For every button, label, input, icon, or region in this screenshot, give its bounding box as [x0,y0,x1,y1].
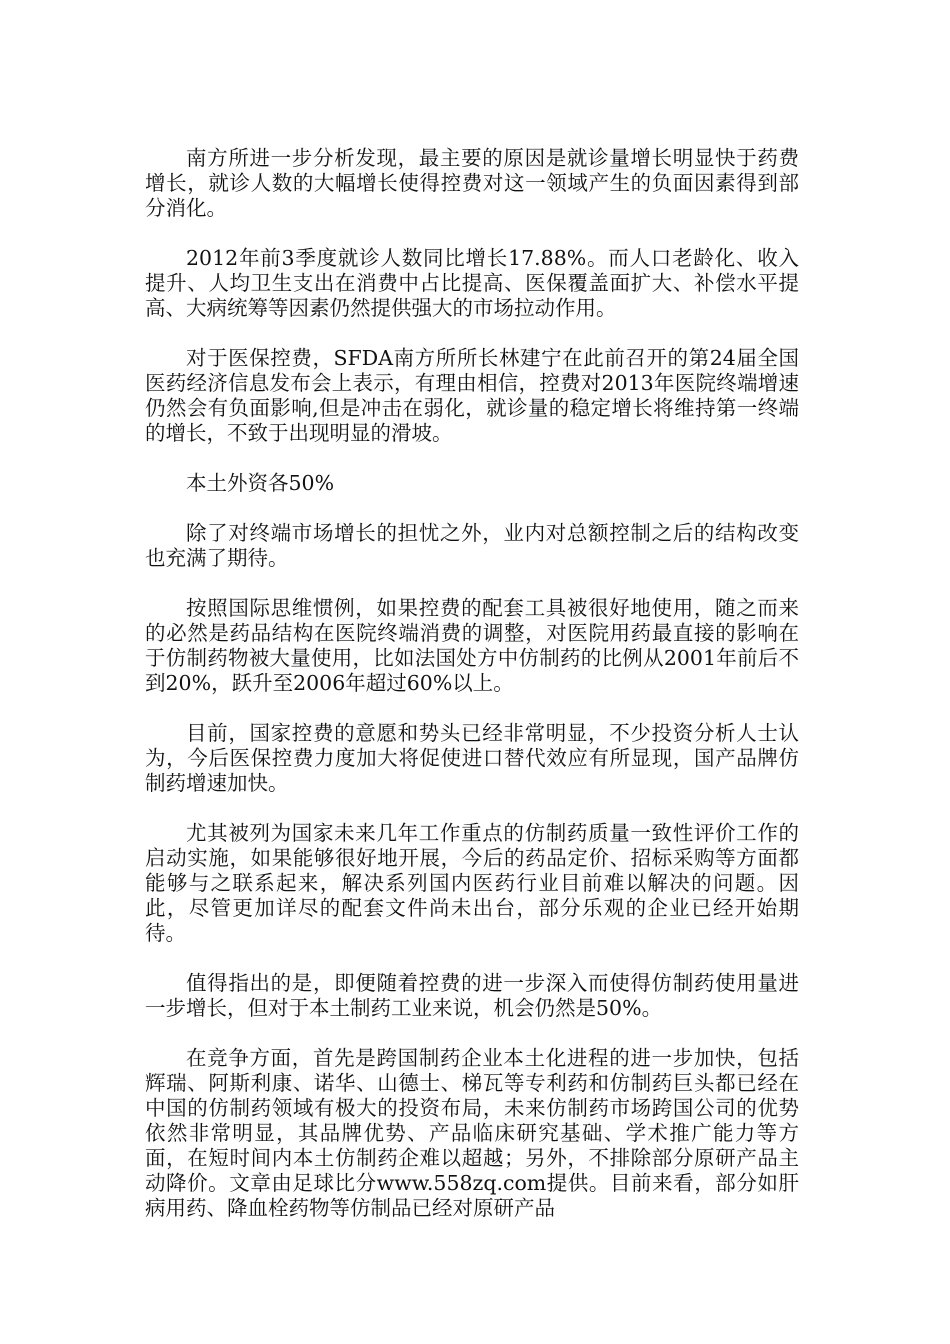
paragraph-10: 在竞争方面，首先是跨国制药企业本土化进程的进一步加快，包括辉瑞、阿斯利康、诺华、山德士、梯瓦等专利药和仿制药巨头都已经在中国的仿制药领域有极大的投资布局，未来仿制药市场跨国公司的优势依然非常明显，其品牌优势、产品临床研究基础、学术推广能力等方面，在短时间内本土仿制药企难以超越；另外，不排除部分原研产品主动降价。文章由足球比分www.558zq.com提供。目前来看，部分如肝病用药、降血栓药物等仿制品已经对原研产品 [145,1046,799,1220]
paragraph-8: 尤其被列为国家未来几年工作重点的仿制药质量一致性评价工作的启动实施，如果能够很好地开展，今后的药品定价、招标采购等方面都能够与之联系起来，解决系列国内医药行业目前难以解决的问题。因此，尽管更加详尽的配套文件尚未出台，部分乐观的企业已经开始期待。 [145,821,799,945]
paragraph-6: 按照国际思维惯例，如果控费的配套工具被很好地使用，随之而来的必然是药品结构在医院终端消费的调整，对医院用药最直接的影响在于仿制药物被大量使用，比如法国处方中仿制药的比例从2001年前后不到20%，跃升至2006年超过60%以上。 [145,596,799,695]
paragraph-9: 值得指出的是，即便随着控费的进一步深入而使得仿制药使用量进一步增长，但对于本土制药工业来说，机会仍然是50%。 [145,971,799,1020]
document-body [145,146,799,1221]
paragraph-1: 南方所进一步分析发现，最主要的原因是就诊量增长明显快于药费增长，就诊人数的大幅增长使得控费对这一领域产生的负面因素得到部分消化。 [145,146,799,220]
section-heading: 本土外资各50% [186,471,335,495]
paragraph-5: 除了对终端市场增长的担忧之外，业内对总额控制之后的结构改变也充满了期待。 [145,521,799,570]
paragraph-7: 目前，国家控费的意愿和势头已经非常明显，不少投资分析人士认为，今后医保控费力度加大将促使进口替代效应有所显现，国产品牌仿制药增速加快。 [145,721,799,795]
paragraph-2: 2012年前3季度就诊人数同比增长17.88%。而人口老龄化、收入提升、人均卫生支出在消费中占比提高、医保覆盖面扩大、补偿水平提高、大病统筹等因素仍然提供强大的市场拉动作用。 [145,246,799,320]
paragraph-3: 对于医保控费，SFDA南方所所长林建宁在此前召开的第24届全国医药经济信息发布会上表示，有理由相信，控费对2013年医院终端增速仍然会有负面影响,但是冲击在弱化，就诊量的稳定增长将维持第一终端的增长，不致于出现明显的滑坡。 [145,346,799,445]
